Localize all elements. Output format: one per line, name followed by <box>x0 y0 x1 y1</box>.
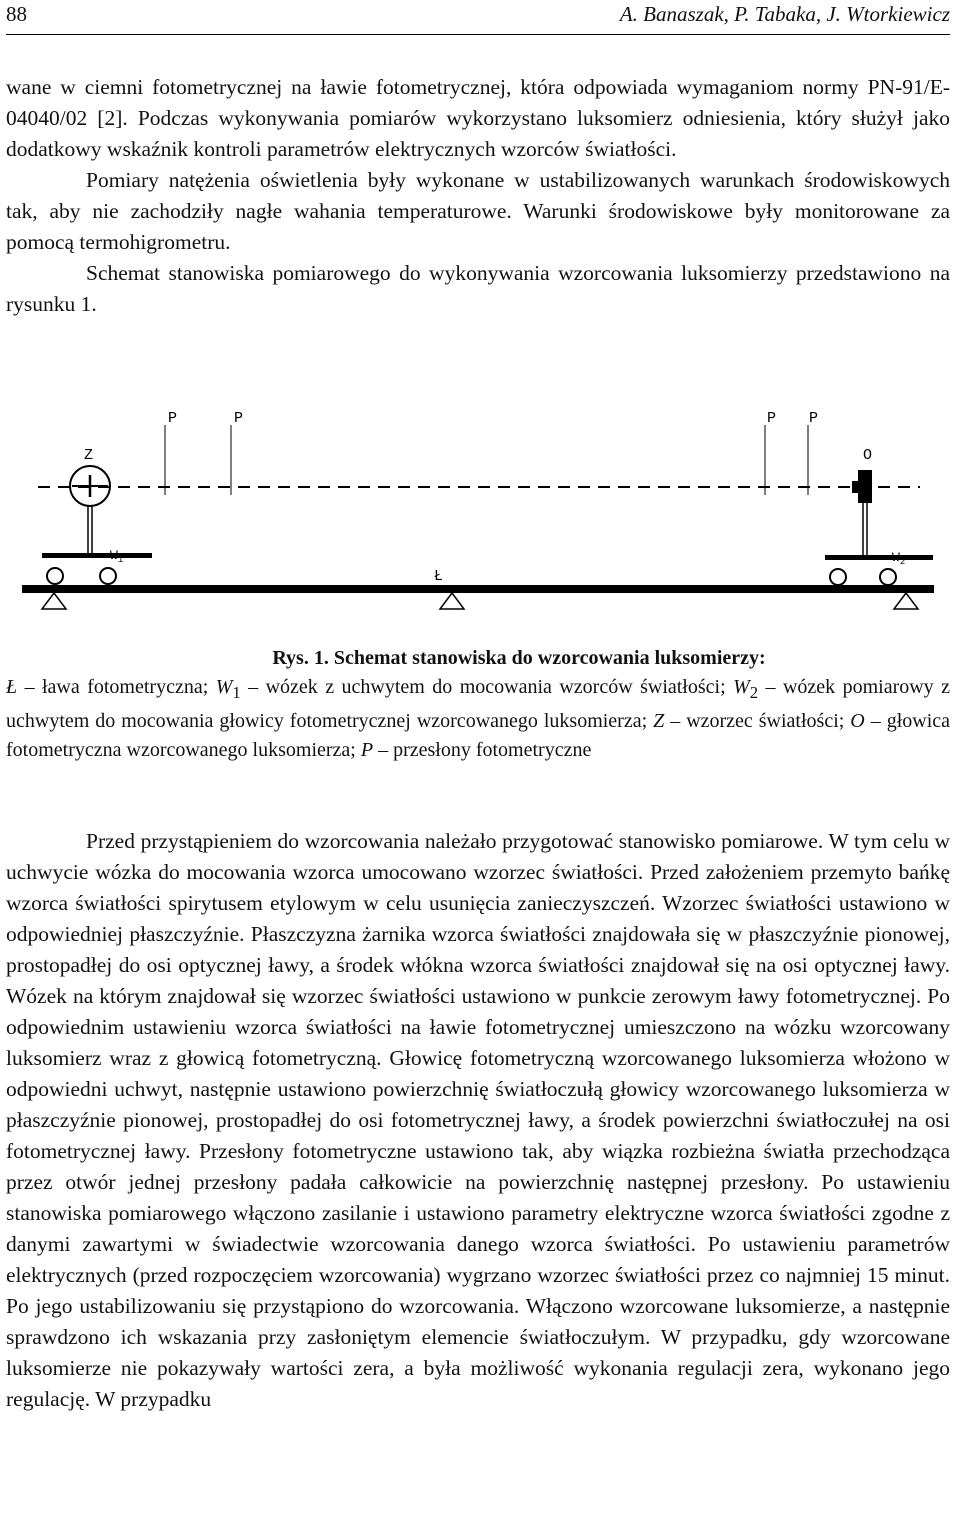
svg-text:W2: $W_2$ <box>892 550 906 567</box>
wheel <box>880 569 896 585</box>
page-number: 88 <box>6 2 27 26</box>
running-authors: A. Banaszak, P. Tabaka, J. Wtorkiewicz <box>619 2 950 26</box>
body-text-top <box>6 72 950 320</box>
carriage-w1 <box>42 553 152 558</box>
wheel <box>47 568 63 584</box>
photometric-bench <box>22 585 934 593</box>
paragraph-2: Pomiary natężenia oświetlenia były wykonane w ustabilizowanych warunkach środowiskowych tak, aby nie zachodziły nagłe wahania temperaturowe. Warunki środowiskowe były monitorowane za pomocą termohigrometru. <box>6 168 950 254</box>
label-w2: W <box>892 550 900 565</box>
label-o: O <box>863 447 873 464</box>
label-z: Z <box>84 447 94 464</box>
caption-legend: Ł – ława fotometryczna; $W_1$ – wózek z uchwytem do mocowania wzorców światłości; $W_2$ – wózek pomiarowy z uchwytem do mocowania głowicy fotometrycznej wzorcowanego luksomierza; Z – wzorzec światłości; O – głowica fotometryczna wzorcowanego luksomierza; P – przesłony fotometryczne <box>6 675 951 761</box>
label-p: P <box>234 410 244 427</box>
paragraph-4: Przed przystąpieniem do wzorcowania należało przygotować stanowisko pomiarowe. W tym celu w uchwycie wózka do mocowania wzorca umocowano wzorzec światłości. Przed założeniem przemyto bańkę wzorca światłości spirytusem etylowym w celu usunięcia zanieczyszczeń. Wzorzec światłości ustawiono w odpowiedniej płaszczyźnie. Płaszczyzna żarnika wzorca światłości znajdowała się w płaszczyźnie pionowej, prostopadłej do osi optycznej ławy, a środek włókna wzorca światłości znajdował się na osi optycznej ławy. Wózek na którym znajdował się wzorzec światłości ustawiono w punkcie zerowym ławy fotometrycznej. Po odpowiednim ustawieniu wzorca światłości na ławie fotometrycznej umieszczono na wózku wzorcowany luksomierz wraz z głowicą fotometryczną. Głowicę fotometryczną wzorcowanego luksomierza włożono w odpowiedni uchwyt, następnie ustawiono powierzchnię światłoczułą głowicy wzorcowanego luksomierza w płaszczyźnie pionowej, prostopadłej do osi fotometrycznej ławy, a środek powierzchni światłoczułej na osi fotometrycznej ławy. Przesłony fotometryczne ustawiono tak, aby wiązka rozbieżna światła przechodząca przez otwór jednej przesłony padała całkowicie na powierzchnię następnej przesłony. Po ustawieniu stanowiska pomiarowego włączono zasilanie i ustawiono parametry elektryczne wzorca światłości zgodne z danymi zawartymi w świadectwie wzorcowania danego wzorca światłości. Po ustawieniu parametrów elektrycznych (przed rozpoczęciem wzorcowania) wygrzano wzorzec światłości przez co najmniej 15 minut. Po jego ustabilizowaniu się przystąpiono do wzorcowania. Włączono wzorcowane luksomierze, a następnie sprawdzono ich wskazania przy zasłoniętym elemencie światłoczułym. W przypadku, gdy wzorcowane luksomierze nie pokazywały wartości zera, a była możliwość wykonania regulacji zera, wykonano jego regulację. W przypadku <box>6 829 950 1411</box>
body-text-bottom <box>6 826 950 1415</box>
wheel <box>830 569 846 585</box>
svg-text:W1: $W_1$ <box>110 548 124 565</box>
label-p: P <box>767 410 777 427</box>
paragraph-1: wane w ciemni fotometrycznej na ławie fotometrycznej, która odpowiada wymaganiom normy PN-91/E-04040/02 [2]. Podczas wykonywania pomiarów wykorzystano luksomierz odniesienia, który służył jako dodatkowy wskaźnik kontroli parametrów elektrycznych wzorców światłości. <box>6 75 950 161</box>
running-header <box>6 0 950 35</box>
figure-photometric-bench <box>20 395 940 625</box>
wheel <box>100 568 116 584</box>
label-w1: W <box>110 548 118 563</box>
label-p: P <box>809 410 819 427</box>
bench-support <box>894 593 918 609</box>
carriage-w2 <box>825 555 933 560</box>
photometric-head <box>858 470 872 503</box>
caption-title: Rys. 1. Schemat stanowiska do wzorcowania luksomierzy: <box>272 647 766 669</box>
paragraph-3: Schemat stanowiska pomiarowego do wykonywania wzorcowania luksomierzy przedstawiono na rysunku 1. <box>6 261 950 316</box>
bench-support <box>440 593 464 609</box>
label-p: P <box>168 410 178 427</box>
bench-support <box>42 593 66 609</box>
label-l: Ł <box>434 568 444 585</box>
figure-caption <box>6 644 950 764</box>
